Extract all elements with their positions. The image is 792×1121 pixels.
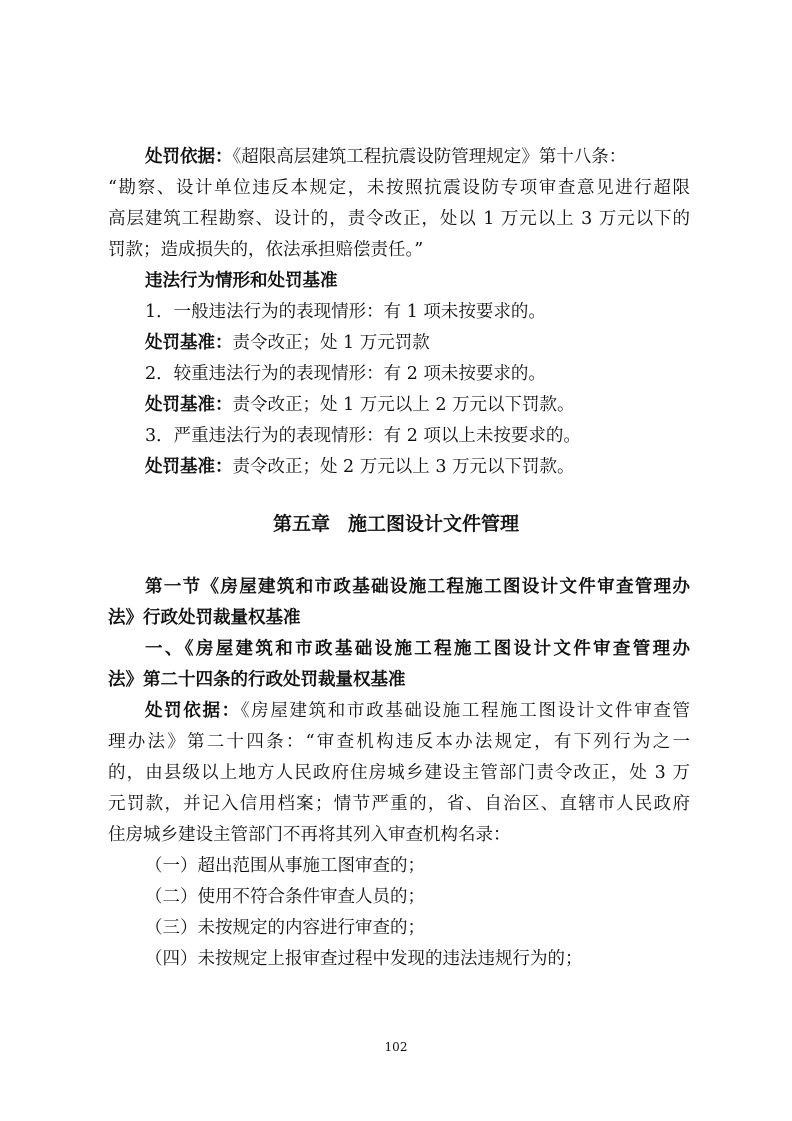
penalty-standard-2: 处罚基准：责令改正；处 1 万元以上 2 万元以下罚款。 bbox=[145, 395, 575, 415]
chapter-number: 第五章 bbox=[272, 513, 330, 535]
article-heading-line-1: 一、《房屋建筑和市政基础设施工程施工图设计文件审查管理办 bbox=[145, 639, 690, 659]
list-item-4: （四）未按规定上报审查过程中发现的违法违规行为的； bbox=[145, 949, 583, 969]
violation-situation-2: 2．较重违法行为的表现情形：有 2 项未按要求的。 bbox=[145, 364, 546, 384]
penalty-basis-2-label: 处罚依据： bbox=[145, 701, 241, 721]
list-item-3: （三）未按规定的内容进行审查的； bbox=[145, 918, 425, 938]
penalty-basis-line-4: 罚款；造成损失的，依法承担赔偿责任。” bbox=[108, 240, 424, 260]
penalty-basis-2-line-5: 住房城乡建设主管部门不再将其列入审查机构名录： bbox=[108, 825, 511, 845]
violation-situation-1: 1．一般违法行为的表现情形：有 1 项未按要求的。 bbox=[145, 302, 546, 322]
chapter-title bbox=[0, 509, 792, 540]
section-heading-line-2: 法》行政处罚裁量权基准 bbox=[108, 608, 301, 628]
violation-heading: 违法行为情形和处罚基准 bbox=[145, 271, 338, 291]
penalty-basis-label: 处罚依据： bbox=[145, 147, 233, 167]
penalty-basis-2-line-1: 处罚依据：《房屋建筑和市政基础设施工程施工图设计文件审查管 bbox=[145, 701, 691, 721]
penalty-basis-line-1: 处罚依据：《超限高层建筑工程抗震设防管理规定》第十八条： bbox=[145, 147, 627, 167]
article-heading-line-2: 法》第二十四条的行政处罚裁量权基准 bbox=[108, 670, 406, 690]
penalty-standard-3: 处罚基准：责令改正；处 2 万元以上 3 万元以下罚款。 bbox=[145, 457, 575, 477]
penalty-basis-line-2: “勘察、设计单位违反本规定，未按照抗震设防专项审查意见进行超限 bbox=[108, 178, 690, 198]
list-item-2: （二）使用不符合条件审查人员的； bbox=[145, 887, 425, 907]
page-number: 102 bbox=[384, 1040, 408, 1054]
violation-situation-3: 3．严重违法行为的表现情形：有 2 项以上未按要求的。 bbox=[145, 426, 581, 446]
section-heading-line-1: 第一节《房屋建筑和市政基础设施工程施工图设计文件审查管理办 bbox=[145, 577, 690, 597]
penalty-basis-2-line-4: 元罚款，并记入信用档案；情节严重的，省、自治区、直辖市人民政府 bbox=[108, 794, 690, 814]
penalty-standard-1: 处罚基准：责令改正；处 1 万元罚款 bbox=[145, 333, 430, 353]
penalty-basis-line-3: 高层建筑工程勘察、设计的，责令改正，处以 1 万元以上 3 万元以下的 bbox=[108, 209, 690, 229]
list-item-1: （一）超出范围从事施工图审查的； bbox=[145, 856, 425, 876]
penalty-basis-2-line-3: 的，由县级以上地方人民政府住房城乡建设主管部门责令改正，处 3 万 bbox=[108, 763, 690, 783]
chapter-name: 施工图设计文件管理 bbox=[348, 513, 520, 535]
penalty-basis-2-line-2: 理办法》第二十四条：“审查机构违反本办法规定，有下列行为之一 bbox=[108, 732, 690, 752]
